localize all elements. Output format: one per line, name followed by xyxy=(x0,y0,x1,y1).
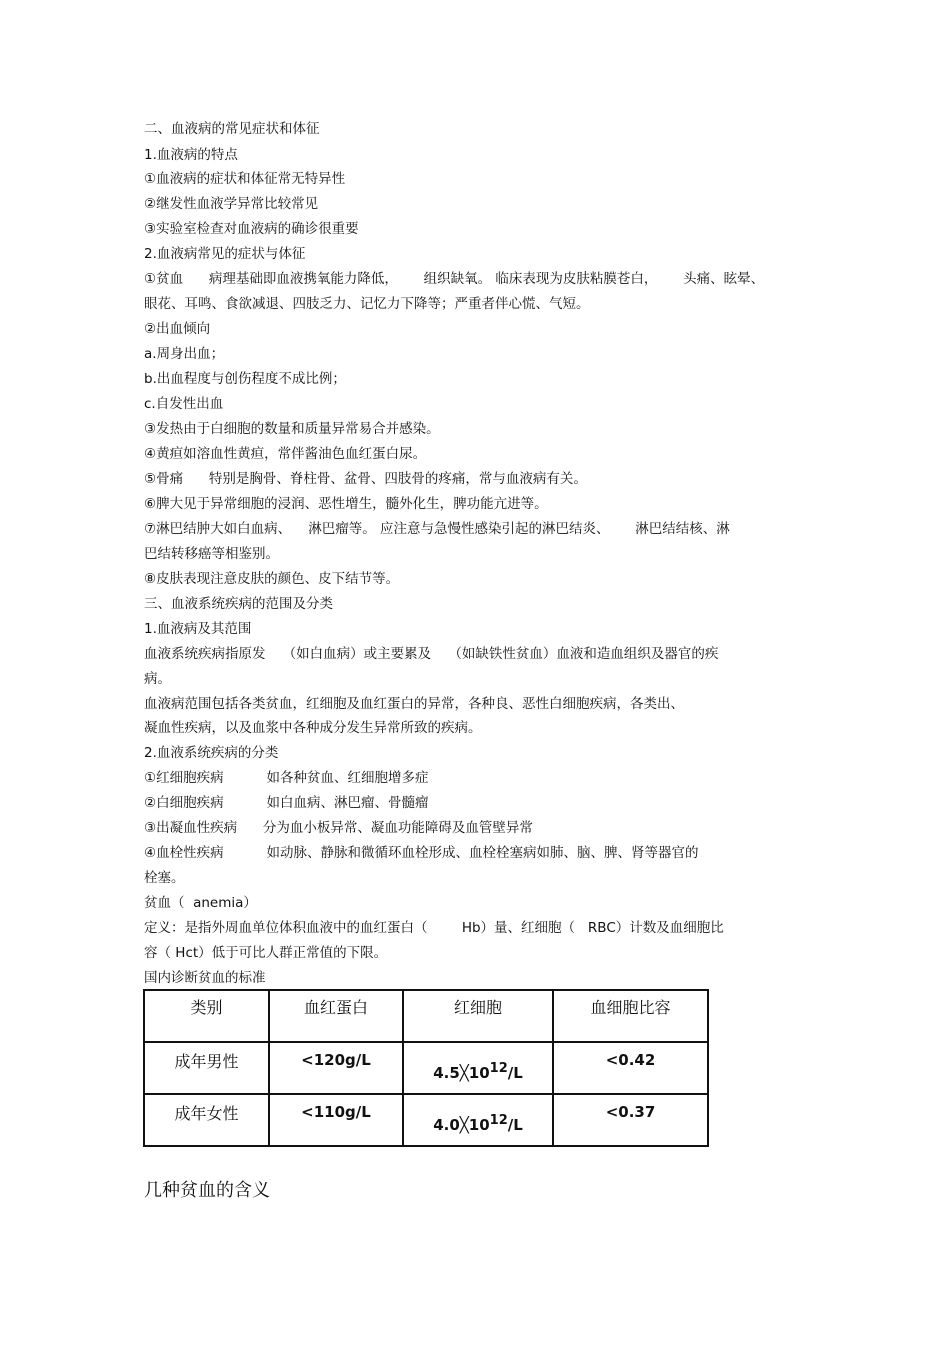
text-line: ②白细胞疾病 如白血病、淋巴瘤、骨髓瘤 xyxy=(144,795,429,811)
table-cell-hb: <110g/L xyxy=(269,1094,403,1146)
text-line: ⑥脾大见于异常细胞的浸润、恶性增生，髓外化生，脾功能亢进等。 xyxy=(144,496,548,512)
text-line: 凝血性疾病，以及血浆中各种成分发生异常所致的疾病。 xyxy=(144,720,482,736)
text-line: 栓塞。 xyxy=(144,870,185,886)
section-heading: 几种贫血的含义 xyxy=(144,1180,270,1201)
text-line: 病。 xyxy=(144,671,171,687)
table-cell-rbc: $4.5╳10^{12}/L$ xyxy=(403,1042,553,1094)
text-line: b.出血程度与创伤程度不成比例； xyxy=(144,371,346,387)
text-line: 巴结转移癌等相鉴别。 xyxy=(144,546,279,562)
text-line: c.自发性出血 xyxy=(144,396,224,412)
text-line: 2.血液病常见的症状与体征 xyxy=(144,246,306,262)
table-cell-hb: <120g/L xyxy=(269,1042,403,1094)
text-line: 定义：是指外周血单位体积血液中的血红蛋白（ Hb）量、红细胞（ RBC）计数及血细胞比 xyxy=(144,920,724,936)
text-line: 贫血（ anemia） xyxy=(144,895,257,911)
text-line: 三、血液系统疾病的范围及分类 xyxy=(144,596,333,612)
text-line: 1.血液病的特点 xyxy=(144,147,238,163)
anemia-criteria-table xyxy=(143,989,709,1147)
text-line: ④血栓性疾病 如动脉、静脉和微循环血栓形成、血栓栓塞病如肺、脑、脾、肾等器官的 xyxy=(144,845,699,861)
text-line: ③出凝血性疾病 分为血小板异常、凝血功能障碍及血管壁异常 xyxy=(144,820,533,836)
text-line: 1.血液病及其范围 xyxy=(144,621,252,637)
text-line: ②出血倾向 xyxy=(144,321,211,337)
table-row xyxy=(144,1094,708,1146)
text-line: 血液病范围包括各类贫血，红细胞及血红蛋白的异常，各种良、恶性白细胞疾病，各类出、 xyxy=(144,696,684,712)
text-line: a.周身出血； xyxy=(144,346,225,362)
text-line: ①红细胞疾病 如各种贫血、红细胞增多症 xyxy=(144,770,429,786)
table-header-cell: 血细胞比容 xyxy=(553,990,708,1042)
table-cell-category: 成年男性 xyxy=(144,1042,269,1094)
table-header-cell: 类别 xyxy=(144,990,269,1042)
text-line: ⑤骨痛 特别是胸骨、脊柱骨、盆骨、四肢骨的疼痛，常与血液病有关。 xyxy=(144,471,587,487)
table-cell-category: 成年女性 xyxy=(144,1094,269,1146)
text-line: 2.血液系统疾病的分类 xyxy=(144,745,279,761)
table-header-cell: 血红蛋白 xyxy=(269,990,403,1042)
text-line: ⑧皮肤表现注意皮肤的颜色、皮下结节等。 xyxy=(144,571,400,587)
table-row xyxy=(144,1042,708,1094)
text-line: 国内诊断贫血的标准 xyxy=(144,970,266,986)
text-line: 眼花、耳鸣、食欲减退、四肢乏力、记忆力下降等；严重者伴心慌、气短。 xyxy=(144,296,590,312)
text-line: 二、血液病的常见症状和体征 xyxy=(144,121,320,137)
text-line: ①血液病的症状和体征常无特异性 xyxy=(144,171,346,187)
table-cell-hct: <0.37 xyxy=(553,1094,708,1146)
text-line: ③发热由于白细胞的数量和质量异常易合并感染。 xyxy=(144,421,440,437)
text-line: ⑦淋巴结肿大如白血病、 淋巴瘤等。 应注意与急慢性感染引起的淋巴结炎、 淋巴结结核、淋 xyxy=(144,521,730,537)
table-cell-hct: <0.42 xyxy=(553,1042,708,1094)
table-header-cell: 红细胞 xyxy=(403,990,553,1042)
table-cell-rbc: $4.0╳10^{12}/L$ xyxy=(403,1094,553,1146)
text-line: ④黄疸如溶血性黄疸，常伴酱油色血红蛋白尿。 xyxy=(144,446,427,462)
text-line: ③实验室检查对血液病的确诊很重要 xyxy=(144,221,359,237)
table-header-row xyxy=(144,990,708,1042)
text-line: 容（ Hct）低于可比人群正常值的下限。 xyxy=(144,945,388,961)
text-line: ②继发性血液学异常比较常见 xyxy=(144,196,319,212)
text-line: ①贫血 病理基础即血液携氧能力降低， 组织缺氧。 临床表现为皮肤粘膜苍白， 头痛、眩晕、 xyxy=(144,271,765,287)
text-line: 血液系统疾病指原发 （如白血病）或主要累及 （如缺铁性贫血）血液和造血组织及器官的疾 xyxy=(144,646,719,662)
